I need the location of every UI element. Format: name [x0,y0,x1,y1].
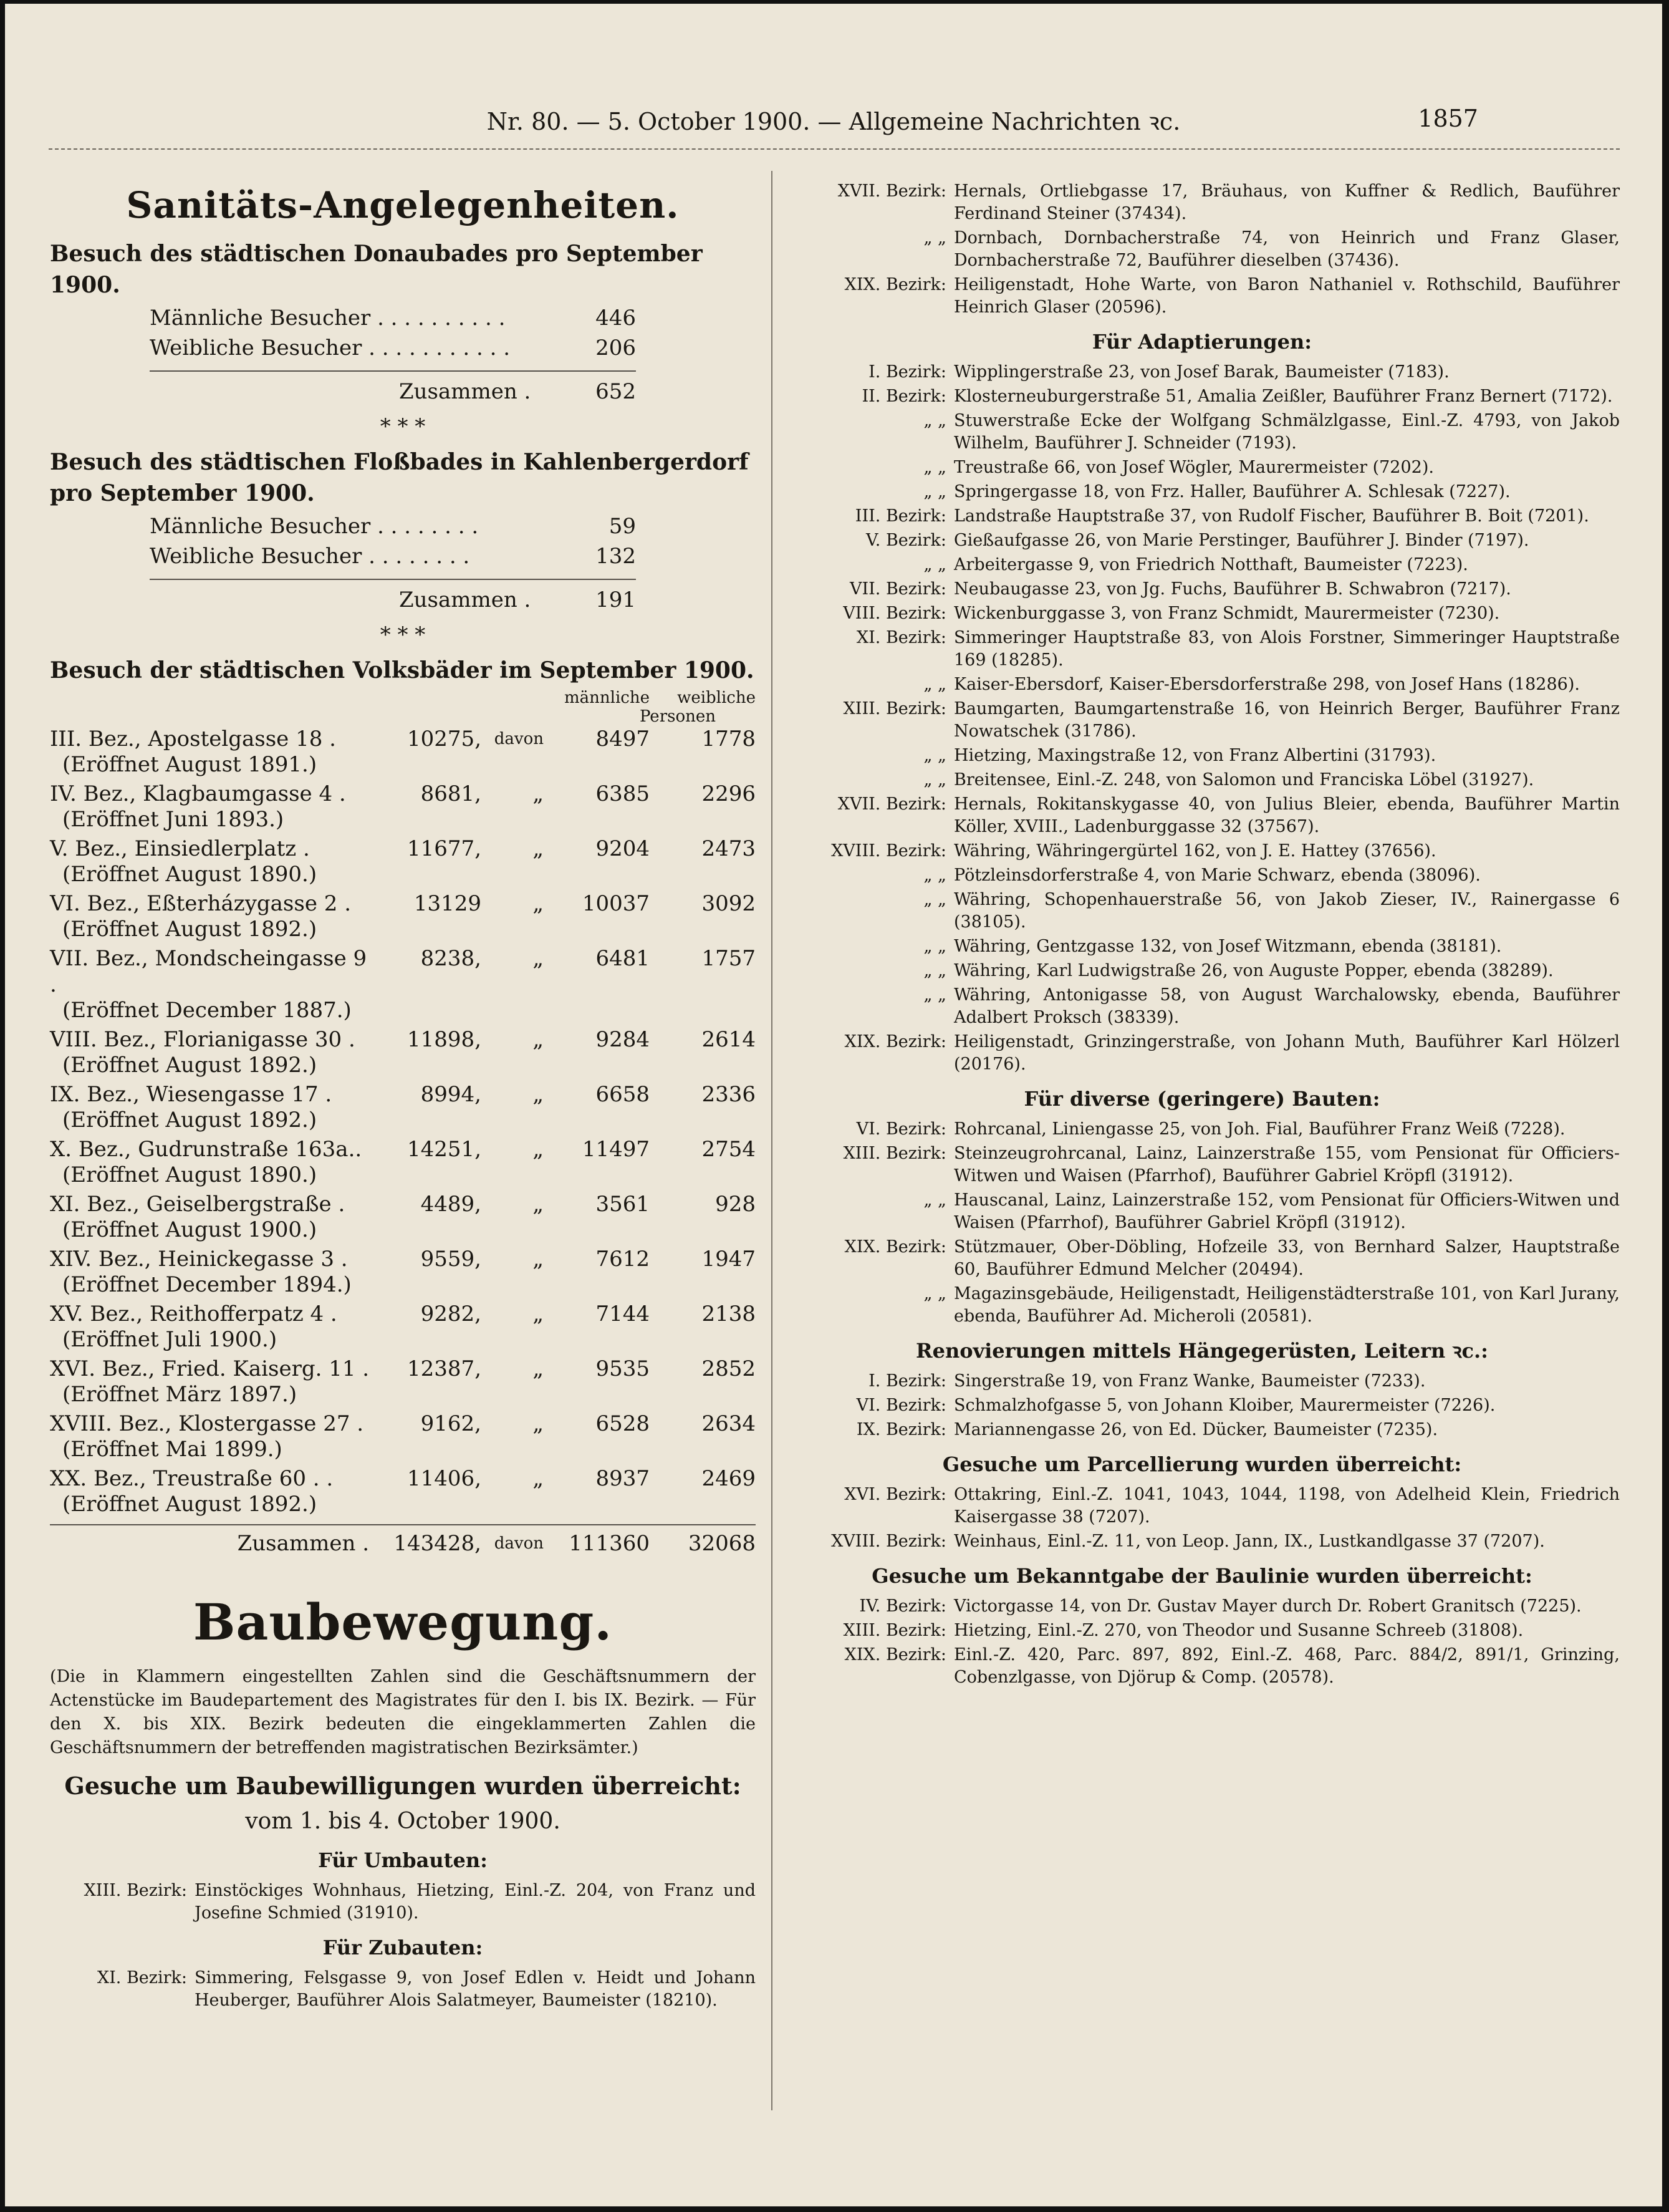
entry-text: Einl.-Z. 420, Parc. 897, 892, Einl.-Z. 468, Parc. 884/2, 891/1, Grinzing, Cobenzlgasse, von Djörup & Comp. (20578). [954,1645,1620,1687]
entry-text: Stuwerstraße Ecke der Wolfgang Schmälzlgasse, Einl.-Z. 4793, von Jakob Wilhelm, Bauführer J. Schneider (7193). [954,411,1620,453]
volksbad-male: 8937 [595,1466,650,1491]
entry-text: Dornbach, Dornbacherstraße 74, von Heinrich und Franz Glaser, Dornbacherstraße 72, Bauführer dieselben (37436). [954,228,1620,270]
entry-bezirk: XIX. Bezirk: [844,1645,946,1664]
zubauten-title: Für Zubauten: [322,1936,483,1959]
volksbad-row [50,1301,756,1327]
volksbad-opened: (Eröffnet August 1890.) [62,1162,317,1187]
volksbad-davon: „ [532,1027,544,1052]
entry [50,1880,756,1925]
volksbad-name: XIV. Bez., Heinickegasse 3 . [50,1247,348,1272]
entry [784,674,1620,696]
volksbad-female: 2634 [701,1411,756,1436]
volksbad-opened: (Eröffnet December 1894.) [62,1272,352,1297]
entry [784,180,1620,225]
volksbaeder-total [50,1524,756,1557]
entry-text: Weinhaus, Einl.-Z. 11, von Leop. Jann, IX., Lustkandlgasse 37 (7207). [954,1532,1545,1551]
entry-bezirk: „ „ [923,1284,946,1303]
volksbad-name: VII. Bez., Mondscheingasse 9 . [50,946,367,997]
volksbad-row [50,1081,756,1108]
entry [784,1142,1620,1187]
entry [784,1031,1620,1076]
entry [50,1967,756,2012]
right-sections [784,326,1620,1689]
volksbad-male: 11497 [582,1137,650,1162]
entry-text: Simmeringer Hauptstraße 83, von Alois Forstner, Simmeringer Hauptstraße 169 (18285). [954,628,1620,670]
entry-bezirk: VI. Bezirk: [856,1119,946,1139]
entry-bezirk: XVI. Bezirk: [844,1485,946,1504]
baubewegung-heading: Baubewegung. [193,1593,613,1651]
entry-text: Neubaugasse 23, von Jg. Fuchs, Bauführer B. Schwabron (7217). [954,579,1511,599]
volksbad-davon: „ [532,1356,544,1381]
entry-bezirk: „ „ [923,890,946,909]
section-title: Gesuche um Bekanntgabe der Baulinie wurden überreicht: [872,1564,1532,1588]
row-label: Weibliche Besucher . . . . . . . . [150,544,470,569]
volksbad-total: 11406, [407,1466,481,1491]
gesuche-heading: Gesuche um Baubewilligungen wurden überreicht: [64,1772,741,1800]
total-value: 191 [595,587,636,612]
entry-bezirk: VII. Bezirk: [849,579,946,599]
entry [784,960,1620,982]
entry-bezirk: XI. Bezirk: [856,628,946,647]
volksbad-opened: (Eröffnet August 1890.) [62,862,317,887]
entry [784,1236,1620,1281]
entry-text: Mariannengasse 26, von Ed. Dücker, Baumeister (7235). [954,1420,1438,1439]
volksbad-opened: (Eröffnet August 1892.) [62,917,317,942]
entry-bezirk: IV. Bezirk: [859,1596,946,1616]
row-value: 132 [595,544,636,569]
entry-text: Schmalzhofgasse 5, von Johann Kloiber, Maurermeister (7226). [954,1396,1496,1415]
volksbad-opened: (Eröffnet Juli 1900.) [62,1327,277,1352]
volksbad-row [50,891,756,917]
entry-text: Währing, Schopenhauerstraße 56, von Jakob Zieser, IV., Rainergasse 6 (38105). [954,890,1620,932]
entry [784,889,1620,934]
volksbad-male: 10037 [582,891,650,916]
section-title: Für Adaptierungen: [1092,330,1312,354]
row-label: Männliche Besucher . . . . . . . . . . [150,306,506,331]
entry [784,840,1620,862]
volksbad-row [50,781,756,807]
entry-bezirk: XI. Bezirk: [97,1968,187,1987]
right-top-entries [784,180,1620,319]
volksbad-name: V. Bez., Einsiedlerplatz . [50,836,310,861]
entry [784,769,1620,791]
volksbad-opened: (Eröffnet März 1897.) [62,1382,297,1407]
entry [784,227,1620,272]
entry [784,1530,1620,1553]
entry-bezirk: XVII. Bezirk: [837,181,946,201]
row-value: 446 [595,306,636,331]
volksbad-row [50,945,756,998]
volksbad-name: VIII. Bez., Florianigasse 30 . [50,1027,355,1052]
volksbad-female: 1778 [701,727,756,751]
entry [784,410,1620,455]
separator-stars: * * * [380,414,426,439]
entry [784,602,1620,625]
volksbad-row [50,1136,756,1162]
entry-text: Baumgarten, Baumgartenstraße 16, von Heinrich Berger, Bauführer Franz Nowatschek (31786). [954,699,1620,741]
entry-text: Währing, Währingergürtel 162, von J. E. Hattey (37656). [954,841,1436,861]
volksbad-opened: (Eröffnet Juni 1893.) [62,807,284,832]
flossbad-row [150,541,636,571]
entry-bezirk: II. Bezirk: [862,387,946,406]
flossbad-row [150,511,636,541]
volksbad-male: 7612 [595,1247,650,1272]
entry [784,1394,1620,1417]
volksbad-total: 13129 [413,891,481,916]
entry-text: Kaiser-Ebersdorf, Kaiser-Ebersdorferstraße 298, von Josef Hans (18286). [954,675,1580,694]
entry-text: Springergasse 18, von Frz. Haller, Bauführer A. Schlesak (7227). [954,482,1511,501]
volksbad-male: 7144 [595,1302,650,1326]
volksbad-opened: (Eröffnet August 1892.) [62,1108,317,1133]
entry-bezirk: „ „ [923,411,946,430]
volksbad-name: III. Bez., Apostelgasse 18 . [50,727,336,751]
volksbad-name: IX. Bez., Wiesengasse 17 . [50,1082,332,1107]
entry-text: Einstöckiges Wohnhaus, Hietzing, Einl.-Z. 204, von Franz und Josefine Schmied (31910). [195,1881,756,1923]
volksbaeder-title: Besuch der städtischen Volksbäder im September 1900. [50,657,754,683]
entry [784,1484,1620,1529]
entry-bezirk: XIII. Bezirk: [84,1881,187,1900]
volksbad-name: XVI. Bez., Fried. Kaiserg. 11 . [50,1356,370,1381]
entry-text: Wipplingerstraße 23, von Josef Barak, Baumeister (7183). [954,362,1450,382]
volksbaeder-colhead-personen [50,707,756,726]
volksbad-row [50,836,756,862]
volksbad-total: 9559, [420,1247,481,1272]
entry-text: Währing, Antonigasse 58, von August Warchalowsky, ebenda, Bauführer Adalbert Proksch (38339). [954,985,1620,1027]
volksbad-davon: „ [532,781,544,806]
entry [784,274,1620,319]
volksbad-female: 2336 [701,1082,756,1107]
entry [784,745,1620,767]
entry-bezirk: VI. Bezirk: [856,1396,946,1415]
entry [784,1370,1620,1393]
entry [784,481,1620,503]
volksbad-female: 2138 [701,1302,756,1326]
entry-bezirk: „ „ [923,961,946,980]
entry-bezirk: „ „ [923,746,946,765]
volksbad-opened: (Eröffnet August 1892.) [62,1053,317,1078]
sanitary-heading: Sanitäts-Angelegenheiten. [126,184,680,226]
volksbad-total: 9162, [420,1411,481,1436]
volksbad-davon: „ [532,946,544,971]
volksbad-row [50,1411,756,1437]
entry-text: Klosterneuburgerstraße 51, Amalia Zeißler, Bauführer Franz Bernert (7172). [954,387,1613,406]
volksbad-total: 10275, [407,727,481,751]
volksbad-davon: „ [532,1082,544,1107]
volksbad-total: 8994, [420,1082,481,1107]
volksbad-male: 6528 [595,1411,650,1436]
col-maennliche: männliche [564,688,650,707]
entry [784,698,1620,743]
total-sum: 143428, [393,1531,481,1556]
volksbad-total: 11677, [407,836,481,861]
row-label: Männliche Besucher . . . . . . . . [150,514,479,539]
total-male: 111360 [569,1531,650,1556]
entry-text: Hietzing, Einl.-Z. 270, von Theodor und Susanne Schreeb (31808). [954,1621,1524,1640]
donaubad-row [150,303,636,333]
donaubad-title: Besuch des städtischen Donaubades pro September 1900. [50,241,703,298]
row-value: 206 [595,336,636,360]
volksbad-name: XV. Bez., Reithofferpatz 4 . [50,1302,337,1326]
volksbad-davon: „ [532,1137,544,1162]
total-label: Zusammen . [399,587,531,612]
entry-text: Stützmauer, Ober-Döbling, Hofzeile 33, von Bernhard Salzer, Hauptstraße 60, Bauführer Edmund Melcher (20494). [954,1237,1620,1279]
volksbad-davon: „ [532,836,544,861]
entry-bezirk: „ „ [923,985,946,1005]
volksbad-name: XVIII. Bez., Klostergasse 27 . [50,1411,364,1436]
entry [784,361,1620,384]
entry-bezirk: „ „ [923,1191,946,1210]
entry-bezirk: I. Bezirk: [868,1371,946,1391]
entry-bezirk: XIX. Bezirk: [844,1032,946,1051]
total-label: Zusammen . [399,379,531,404]
volksbad-davon: „ [532,1247,544,1272]
volksbad-row [50,726,756,752]
entry-text: Währing, Gentzgasse 132, von Josef Witzmann, ebenda (38181). [954,937,1502,956]
entry-bezirk: IX. Bezirk: [856,1420,946,1439]
volksbad-male: 9204 [595,836,650,861]
volksbad-name: X. Bez., Gudrunstraße 163a.. [50,1137,362,1162]
volksbaeder-colheads [50,688,756,707]
entry-text: Wickenburggasse 3, von Franz Schmidt, Maurermeister (7230). [954,604,1500,623]
volksbad-male: 3561 [595,1192,650,1217]
page-header [5,105,1662,142]
volksbad-name: XI. Bez., Geiselbergstraße . [50,1192,345,1217]
entry-text: Hauscanal, Lainz, Lainzerstraße 152, vom Pensionat für Officiers-Witwen und Waisen (Pfarrhof), Bauführer Gabriel Kröpfl (31912). [954,1191,1620,1232]
entry-text: Hietzing, Maxingstraße 12, von Franz Albertini (31793). [954,746,1436,765]
volksbad-opened: (Eröffnet August 1892.) [62,1492,317,1517]
date-range: vom 1. bis 4. October 1900. [245,1809,560,1834]
volksbad-female: 2852 [701,1356,756,1381]
volksbad-male: 6481 [595,946,650,971]
volksbad-female: 1947 [701,1247,756,1272]
entry [784,554,1620,576]
section-title: Für diverse (geringere) Bauten: [1024,1087,1380,1111]
section-title: Renovierungen mittels Hängegerüsten, Leitern ꝛc.: [915,1339,1488,1363]
entry [784,627,1620,672]
volksbad-male: 6385 [595,781,650,806]
col-personen: Personen [639,707,716,726]
entry-text: Singerstraße 19, von Franz Wanke, Baumeister (7233). [954,1371,1426,1391]
entry-text: Ottakring, Einl.-Z. 1041, 1043, 1044, 1198, von Adelheid Klein, Friedrich Kaisergasse 38 (7207). [954,1485,1620,1527]
entry [784,935,1620,958]
entry [784,456,1620,479]
entry [784,385,1620,408]
row-value: 59 [608,514,636,539]
entry [784,1595,1620,1618]
entry-bezirk: V. Bezirk: [866,531,946,550]
volksbad-male: 6658 [595,1082,650,1107]
total-davon: davon [494,1534,544,1553]
entry-text: Arbeitergasse 9, von Friedrich Notthaft, Baumeister (7223). [954,555,1468,574]
entry [784,578,1620,601]
header-rule [49,148,1620,156]
entry-text: Gießaufgasse 26, von Marie Perstinger, Bauführer J. Binder (7197). [954,531,1529,550]
entry-text: Heiligenstadt, Grinzingerstraße, von Johann Muth, Bauführer Karl Hölzerl (20176). [954,1032,1620,1074]
volksbad-female: 3092 [701,891,756,916]
volksbad-total: 4489, [420,1192,481,1217]
volksbad-row [50,1246,756,1272]
volksbad-opened: (Eröffnet August 1900.) [62,1217,317,1242]
section-title: Gesuche um Parcellierung wurden überreicht: [942,1452,1462,1476]
left-column [50,178,756,2014]
volksbad-name: XX. Bez., Treustraße 60 . . [50,1466,334,1491]
entry-bezirk: „ „ [923,675,946,694]
entry-bezirk: VIII. Bezirk: [843,604,946,623]
entry [784,1644,1620,1689]
donaubad-total [150,370,636,407]
entry-bezirk: XVII. Bezirk: [837,794,946,814]
newspaper-page [5,4,1662,2206]
volksbad-male: 9284 [595,1027,650,1052]
entry-text: Steinzeugrohrcanal, Lainz, Lainzerstraße 155, vom Pensionat für Officiers-Witwen und Waisen (Pfarrhof), Bauführer Gabriel Kröpfl (31912). [954,1144,1620,1186]
entry [784,505,1620,528]
volksbaeder-table [50,726,756,1517]
entry [784,1118,1620,1141]
entry [784,1283,1620,1328]
entry [784,1419,1620,1441]
right-column [784,178,1620,1691]
volksbad-male: 9535 [595,1356,650,1381]
entry [784,793,1620,838]
volksbad-davon: davon [494,730,544,748]
entry-text: Landstraße Hauptstraße 37, von Rudolf Fischer, Bauführer B. Boit (7201). [954,506,1589,526]
volksbad-total: 9282, [420,1302,481,1326]
entry-bezirk: „ „ [923,228,946,248]
entry-bezirk: „ „ [923,482,946,501]
separator-stars: * * * [380,622,426,647]
volksbad-row [50,1356,756,1382]
volksbad-female: 928 [715,1192,756,1217]
entry-text: Hernals, Ortliebgasse 17, Bräuhaus, von Kuffner & Redlich, Bauführer Ferdinand Steiner (37434). [954,181,1620,223]
volksbad-name: VI. Bez., Eßterházygasse 2 . [50,891,352,916]
volksbad-row [50,1466,756,1492]
total-female: 32068 [688,1531,756,1556]
entry-bezirk: XIII. Bezirk: [843,699,946,718]
volksbad-total: 12387, [407,1356,481,1381]
entry-text: Breitensee, Einl.-Z. 248, von Salomon und Franciska Löbel (31927). [954,770,1534,790]
baubewegung-note: (Die in Klammern eingestellten Zahlen sind die Geschäftsnummern der Actenstücke im Baudepartement des Magistrates für den I. bis IX. Bezirk. — Für den X. bis XIX. Bezirk bedeuten die eingeklammerten Zahlen die Geschäftsnummern der betreffenden magistratischen Bezirksämter.) [50,1667,756,1757]
entry [784,1620,1620,1642]
entry-bezirk: III. Bezirk: [855,506,946,526]
entry-text: Währing, Karl Ludwigstraße 26, von Auguste Popper, ebenda (38289). [954,961,1554,980]
volksbad-female: 2473 [701,836,756,861]
volksbad-female: 2614 [701,1027,756,1052]
entry-bezirk: „ „ [923,458,946,477]
entry-text: Rohrcanal, Liniengasse 25, von Joh. Fial, Bauführer Franz Weiß (7228). [954,1119,1566,1139]
header-title: Nr. 80. — 5. October 1900. — Allgemeine Nachrichten ꝛc. [486,108,1181,135]
flossbad-title: Besuch des städtischen Floßbades in Kahlenbergerdorf pro September 1900. [50,449,749,506]
entry-bezirk: XIII. Bezirk: [843,1144,946,1163]
entry-text: Simmering, Felsgasse 9, von Josef Edlen v. Heidt und Johann Heuberger, Bauführer Alois Salatmeyer, Baumeister (18210). [195,1968,756,2010]
total-label: Zusammen . [237,1531,369,1556]
entry-text: Pötzleinsdorferstraße 4, von Marie Schwarz, ebenda (38096). [954,866,1481,885]
entry [784,864,1620,887]
volksbad-total: 8681, [420,781,481,806]
flossbad-table [50,511,636,615]
entry-text: Treustraße 66, von Josef Wögler, Maurermeister (7202). [954,458,1434,477]
volksbad-opened: (Eröffnet Mai 1899.) [62,1437,282,1462]
volksbad-female: 2469 [701,1466,756,1491]
entry-bezirk: XVIII. Bezirk: [831,1532,946,1551]
entry-bezirk: I. Bezirk: [868,362,946,382]
entry-bezirk: „ „ [923,555,946,574]
entry-bezirk: XIII. Bezirk: [843,1621,946,1640]
volksbad-davon: „ [532,1411,544,1436]
donaubad-row [150,333,636,363]
entry [784,984,1620,1029]
row-label: Weibliche Besucher . . . . . . . . . . . [150,336,511,360]
entry-bezirk: XVIII. Bezirk: [831,841,946,861]
volksbad-davon: „ [532,1192,544,1217]
flossbad-total [150,579,636,615]
entry-bezirk: XIX. Bezirk: [844,275,946,294]
volksbad-row [50,1191,756,1217]
volksbad-total: 8238, [420,946,481,971]
entry-bezirk: „ „ [923,770,946,790]
volksbad-male: 8497 [595,727,650,751]
volksbad-davon: „ [532,1466,544,1491]
entry-bezirk: XIX. Bezirk: [844,1237,946,1257]
volksbad-female: 2754 [701,1137,756,1162]
volksbad-row [50,1026,756,1053]
entry [784,529,1620,552]
entry-text: Hernals, Rokitanskygasse 40, von Julius Bleier, ebenda, Bauführer Martin Köller, XVIII., Ladenburggasse 32 (37567). [954,794,1620,836]
entry-text: Victorgasse 14, von Dr. Gustav Mayer durch Dr. Robert Granitsch (7225). [954,1596,1582,1616]
total-value: 652 [595,379,636,404]
volksbad-female: 2296 [701,781,756,806]
donaubad-table [50,303,636,407]
entry-bezirk: „ „ [923,937,946,956]
volksbad-opened: (Eröffnet December 1887.) [62,998,352,1023]
page-number: 1857 [1418,105,1478,132]
volksbad-total: 11898, [407,1027,481,1052]
volksbad-total: 14251, [407,1137,481,1162]
volksbad-female: 1757 [701,946,756,971]
col-weibliche: weibliche [677,688,756,707]
volksbad-name: IV. Bez., Klagbaumgasse 4 . [50,781,346,806]
entry-text: Magazinsgebäude, Heiligenstadt, Heiligenstädterstraße 101, von Karl Jurany, ebenda, Bauführer Ad. Micheroli (20581). [954,1284,1620,1326]
volksbad-davon: „ [532,1302,544,1326]
volksbad-davon: „ [532,891,544,916]
volksbad-opened: (Eröffnet August 1891.) [62,752,317,777]
umbauten-title: Für Umbauten: [318,1848,488,1872]
column-divider [771,171,772,2110]
entry-text: Heiligenstadt, Hohe Warte, von Baron Nathaniel v. Rothschild, Bauführer Heinrich Glaser (20596). [954,275,1620,317]
entry [784,1189,1620,1234]
entry-bezirk: „ „ [923,866,946,885]
